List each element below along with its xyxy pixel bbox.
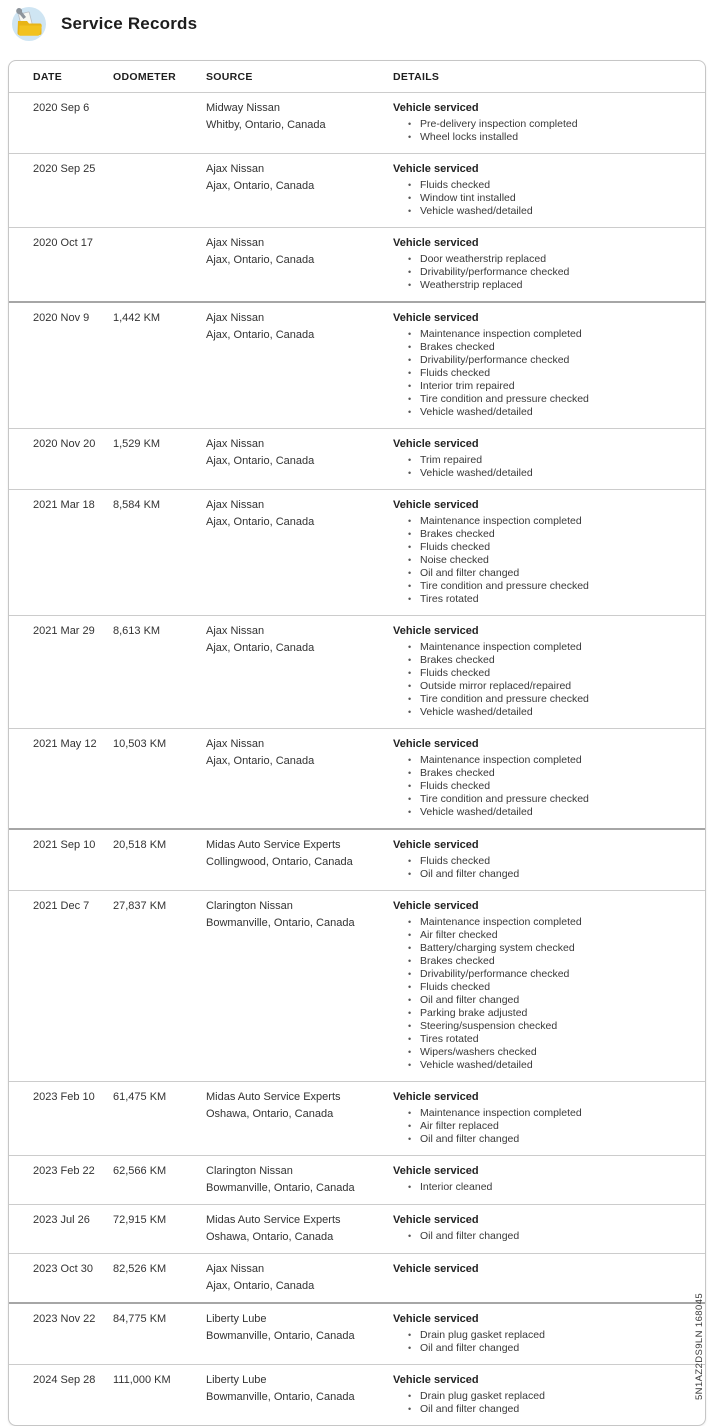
page-title: Service Records: [61, 14, 198, 33]
record-details-heading: Vehicle serviced: [393, 312, 479, 324]
record-detail-item: • Outside mirror replaced/repaired: [407, 680, 695, 693]
record-source-name: Ajax Nissan: [206, 625, 265, 637]
record-source-name: Ajax Nissan: [206, 1263, 265, 1275]
record-detail-item: • Tire condition and pressure checked: [407, 793, 695, 806]
record-detail-item: • Fluids checked: [407, 541, 695, 554]
record-date: 2021 Sep 10: [33, 839, 96, 851]
record-odometer: 10,503 KM: [113, 738, 167, 750]
record-date: 2020 Nov 20: [33, 438, 96, 450]
record-detail-item: • Oil and filter changed: [407, 1403, 695, 1416]
record-detail-item: • Pre-delivery inspection completed: [407, 118, 695, 131]
record-detail-item: • Door weatherstrip replaced: [407, 253, 695, 266]
record-detail-item: • Noise checked: [407, 554, 695, 567]
record-detail-item: • Brakes checked: [407, 528, 695, 541]
record-details-heading: Vehicle serviced: [393, 438, 479, 450]
record-detail-item: • Oil and filter changed: [407, 1133, 695, 1146]
service-record-row: [9, 890, 705, 1081]
record-detail-item: • Vehicle washed/detailed: [407, 1059, 695, 1072]
record-detail-item: • Tire condition and pressure checked: [407, 580, 695, 593]
record-odometer: 72,915 KM: [113, 1214, 167, 1226]
record-source-location: Ajax, Ontario, Canada: [206, 180, 315, 192]
record-source-name: Midas Auto Service Experts: [206, 1091, 341, 1103]
record-detail-item: • Tire condition and pressure checked: [407, 393, 695, 406]
record-date: 2021 Mar 29: [33, 625, 95, 637]
record-detail-item: • Brakes checked: [407, 341, 695, 354]
record-details-list: [393, 515, 695, 606]
record-details-list: [393, 179, 695, 218]
record-detail-item: • Vehicle washed/detailed: [407, 467, 695, 480]
record-detail-item: • Tires rotated: [407, 593, 695, 606]
record-date: 2023 Feb 22: [33, 1165, 95, 1177]
column-header-source: SOURCE: [206, 71, 253, 83]
record-detail-item: • Maintenance inspection completed: [407, 641, 695, 654]
record-odometer: 20,518 KM: [113, 839, 167, 851]
record-detail-item: • Drain plug gasket replaced: [407, 1390, 695, 1403]
record-detail-item: • Tires rotated: [407, 1033, 695, 1046]
record-date: 2023 Nov 22: [33, 1313, 96, 1325]
record-date: 2020 Nov 9: [33, 312, 90, 324]
record-date: 2023 Jul 26: [33, 1214, 90, 1226]
record-source-name: Liberty Lube: [206, 1374, 267, 1386]
record-source-name: Clarington Nissan: [206, 1165, 293, 1177]
service-record-row: [9, 1204, 705, 1253]
record-detail-item: • Vehicle washed/detailed: [407, 806, 695, 819]
record-odometer: 61,475 KM: [113, 1091, 167, 1103]
record-odometer: 1,442 KM: [113, 312, 161, 324]
column-header-odometer: ODOMETER: [113, 71, 177, 83]
record-date: 2020 Sep 6: [33, 102, 90, 114]
record-detail-item: • Interior trim repaired: [407, 380, 695, 393]
record-detail-item: • Oil and filter changed: [407, 1230, 695, 1243]
record-source-location: Ajax, Ontario, Canada: [206, 755, 315, 767]
record-odometer: 8,613 KM: [113, 625, 161, 637]
record-details-list: [393, 855, 695, 881]
record-detail-item: • Maintenance inspection completed: [407, 754, 695, 767]
record-source-location: Oshawa, Ontario, Canada: [206, 1231, 334, 1243]
record-details-list: [393, 454, 695, 480]
record-source-name: Ajax Nissan: [206, 438, 265, 450]
record-detail-item: • Steering/suspension checked: [407, 1020, 695, 1033]
record-detail-item: • Parking brake adjusted: [407, 1007, 695, 1020]
record-source-name: Ajax Nissan: [206, 499, 265, 511]
record-date: 2020 Sep 25: [33, 163, 96, 175]
record-detail-item: • Wipers/washers checked: [407, 1046, 695, 1059]
record-odometer: 84,775 KM: [113, 1313, 167, 1325]
record-odometer: [113, 162, 206, 218]
service-record-row: [9, 301, 705, 428]
record-source-name: Ajax Nissan: [206, 237, 265, 249]
record-date: 2023 Feb 10: [33, 1091, 95, 1103]
record-odometer: 111,000 KM: [113, 1374, 171, 1386]
record-details-list: [393, 1107, 695, 1146]
record-detail-item: • Drivability/performance checked: [407, 968, 695, 981]
service-record-row: [9, 728, 705, 828]
record-detail-item: • Fluids checked: [407, 179, 695, 192]
record-detail-item: • Trim repaired: [407, 454, 695, 467]
record-detail-item: • Fluids checked: [407, 981, 695, 994]
service-record-row: [9, 1302, 705, 1364]
record-source-location: Oshawa, Ontario, Canada: [206, 1108, 334, 1120]
record-detail-item: • Maintenance inspection completed: [407, 515, 695, 528]
record-source-name: Midas Auto Service Experts: [206, 839, 341, 851]
record-detail-item: • Wheel locks installed: [407, 131, 695, 144]
record-source-name: Clarington Nissan: [206, 900, 293, 912]
record-details-list: [393, 641, 695, 719]
record-details-list: [393, 1230, 695, 1243]
record-date: 2021 Mar 18: [33, 499, 95, 511]
record-detail-item: • Maintenance inspection completed: [407, 916, 695, 929]
record-details-list: [393, 118, 695, 144]
record-date: 2023 Oct 30: [33, 1263, 93, 1275]
record-detail-item: • Air filter replaced: [407, 1120, 695, 1133]
record-source-location: Ajax, Ontario, Canada: [206, 329, 315, 341]
record-source-location: Bowmanville, Ontario, Canada: [206, 1182, 355, 1194]
record-details-heading: Vehicle serviced: [393, 499, 479, 511]
record-odometer: [113, 236, 206, 292]
record-source-location: Bowmanville, Ontario, Canada: [206, 1391, 355, 1403]
record-source-name: Ajax Nissan: [206, 738, 265, 750]
record-detail-item: • Brakes checked: [407, 955, 695, 968]
record-source-location: Ajax, Ontario, Canada: [206, 516, 315, 528]
record-odometer: 8,584 KM: [113, 499, 161, 511]
page-header: [10, 5, 197, 43]
record-details-heading: Vehicle serviced: [393, 1313, 479, 1325]
record-details-heading: Vehicle serviced: [393, 237, 479, 249]
record-details-heading: Vehicle serviced: [393, 163, 479, 175]
service-record-row: [9, 92, 705, 153]
record-detail-item: • Oil and filter changed: [407, 994, 695, 1007]
record-detail-item: • Tire condition and pressure checked: [407, 693, 695, 706]
record-detail-item: • Fluids checked: [407, 855, 695, 868]
vin-watermark: 5N1AZ2DS9LN 168045: [694, 1292, 705, 1400]
record-date: 2021 Dec 7: [33, 900, 90, 912]
record-odometer: 82,526 KM: [113, 1263, 167, 1275]
record-source-name: Midas Auto Service Experts: [206, 1214, 341, 1226]
record-detail-item: • Fluids checked: [407, 667, 695, 680]
record-detail-item: • Oil and filter changed: [407, 1342, 695, 1355]
record-details-heading: Vehicle serviced: [393, 1165, 479, 1177]
table-body: [9, 92, 705, 1425]
record-source-name: Ajax Nissan: [206, 312, 265, 324]
record-details-list: [393, 328, 695, 419]
record-detail-item: • Interior cleaned: [407, 1181, 695, 1194]
record-source-name: Liberty Lube: [206, 1313, 267, 1325]
record-details-heading: Vehicle serviced: [393, 1091, 479, 1103]
record-source-name: Midway Nissan: [206, 102, 280, 114]
service-record-row: [9, 1364, 705, 1425]
record-source-location: Collingwood, Ontario, Canada: [206, 856, 353, 868]
record-odometer: [113, 101, 206, 144]
record-details-list: [393, 754, 695, 819]
record-details-heading: Vehicle serviced: [393, 1263, 479, 1275]
record-details-list: [393, 916, 695, 1072]
record-date: 2024 Sep 28: [33, 1374, 96, 1386]
record-details-list: [393, 1181, 695, 1194]
record-detail-item: • Air filter checked: [407, 929, 695, 942]
record-detail-item: • Drivability/performance checked: [407, 266, 695, 279]
record-source-location: Bowmanville, Ontario, Canada: [206, 1330, 355, 1342]
record-detail-item: • Vehicle washed/detailed: [407, 706, 695, 719]
record-detail-item: • Maintenance inspection completed: [407, 328, 695, 341]
record-detail-item: • Oil and filter changed: [407, 868, 695, 881]
table-header-row: [9, 61, 705, 92]
column-header-details: DETAILS: [393, 71, 440, 83]
service-record-row: [9, 153, 705, 227]
record-source-name: Ajax Nissan: [206, 163, 265, 175]
column-header-date: DATE: [33, 71, 63, 83]
service-record-row: [9, 1081, 705, 1155]
record-source-location: Whitby, Ontario, Canada: [206, 119, 326, 131]
record-details-heading: Vehicle serviced: [393, 1374, 479, 1386]
record-odometer: 1,529 KM: [113, 438, 161, 450]
service-records-table: [8, 60, 706, 1426]
record-detail-item: • Fluids checked: [407, 780, 695, 793]
service-record-row: [9, 615, 705, 728]
record-details-heading: Vehicle serviced: [393, 102, 479, 114]
record-detail-item: • Fluids checked: [407, 367, 695, 380]
record-detail-item: • Oil and filter changed: [407, 567, 695, 580]
record-details-heading: Vehicle serviced: [393, 900, 479, 912]
record-details-heading: Vehicle serviced: [393, 1214, 479, 1226]
record-detail-item: • Vehicle washed/detailed: [407, 406, 695, 419]
record-detail-item: • Battery/charging system checked: [407, 942, 695, 955]
record-details-list: [393, 1329, 695, 1355]
record-source-location: Ajax, Ontario, Canada: [206, 642, 315, 654]
record-detail-item: • Brakes checked: [407, 654, 695, 667]
service-records-folder-icon: [10, 5, 48, 43]
record-details-heading: Vehicle serviced: [393, 738, 479, 750]
record-source-location: Ajax, Ontario, Canada: [206, 455, 315, 467]
record-source-location: Ajax, Ontario, Canada: [206, 1280, 315, 1292]
service-record-row: [9, 227, 705, 301]
record-date: 2020 Oct 17: [33, 237, 93, 249]
record-detail-item: • Drivability/performance checked: [407, 354, 695, 367]
service-record-row: [9, 428, 705, 489]
record-details-heading: Vehicle serviced: [393, 625, 479, 637]
record-detail-item: • Maintenance inspection completed: [407, 1107, 695, 1120]
record-source-location: Bowmanville, Ontario, Canada: [206, 917, 355, 929]
record-detail-item: • Vehicle washed/detailed: [407, 205, 695, 218]
service-record-row: [9, 1155, 705, 1204]
record-odometer: 27,837 KM: [113, 900, 167, 912]
record-odometer: 62,566 KM: [113, 1165, 167, 1177]
record-source-location: Ajax, Ontario, Canada: [206, 254, 315, 266]
record-details-heading: Vehicle serviced: [393, 839, 479, 851]
record-detail-item: • Drain plug gasket replaced: [407, 1329, 695, 1342]
service-record-row: [9, 828, 705, 890]
record-detail-item: • Window tint installed: [407, 192, 695, 205]
record-date: 2021 May 12: [33, 738, 97, 750]
record-details-list: [393, 1390, 695, 1416]
service-record-row: [9, 1253, 705, 1302]
record-detail-item: • Brakes checked: [407, 767, 695, 780]
record-details-list: [393, 253, 695, 292]
service-record-row: [9, 489, 705, 615]
record-detail-item: • Weatherstrip replaced: [407, 279, 695, 292]
